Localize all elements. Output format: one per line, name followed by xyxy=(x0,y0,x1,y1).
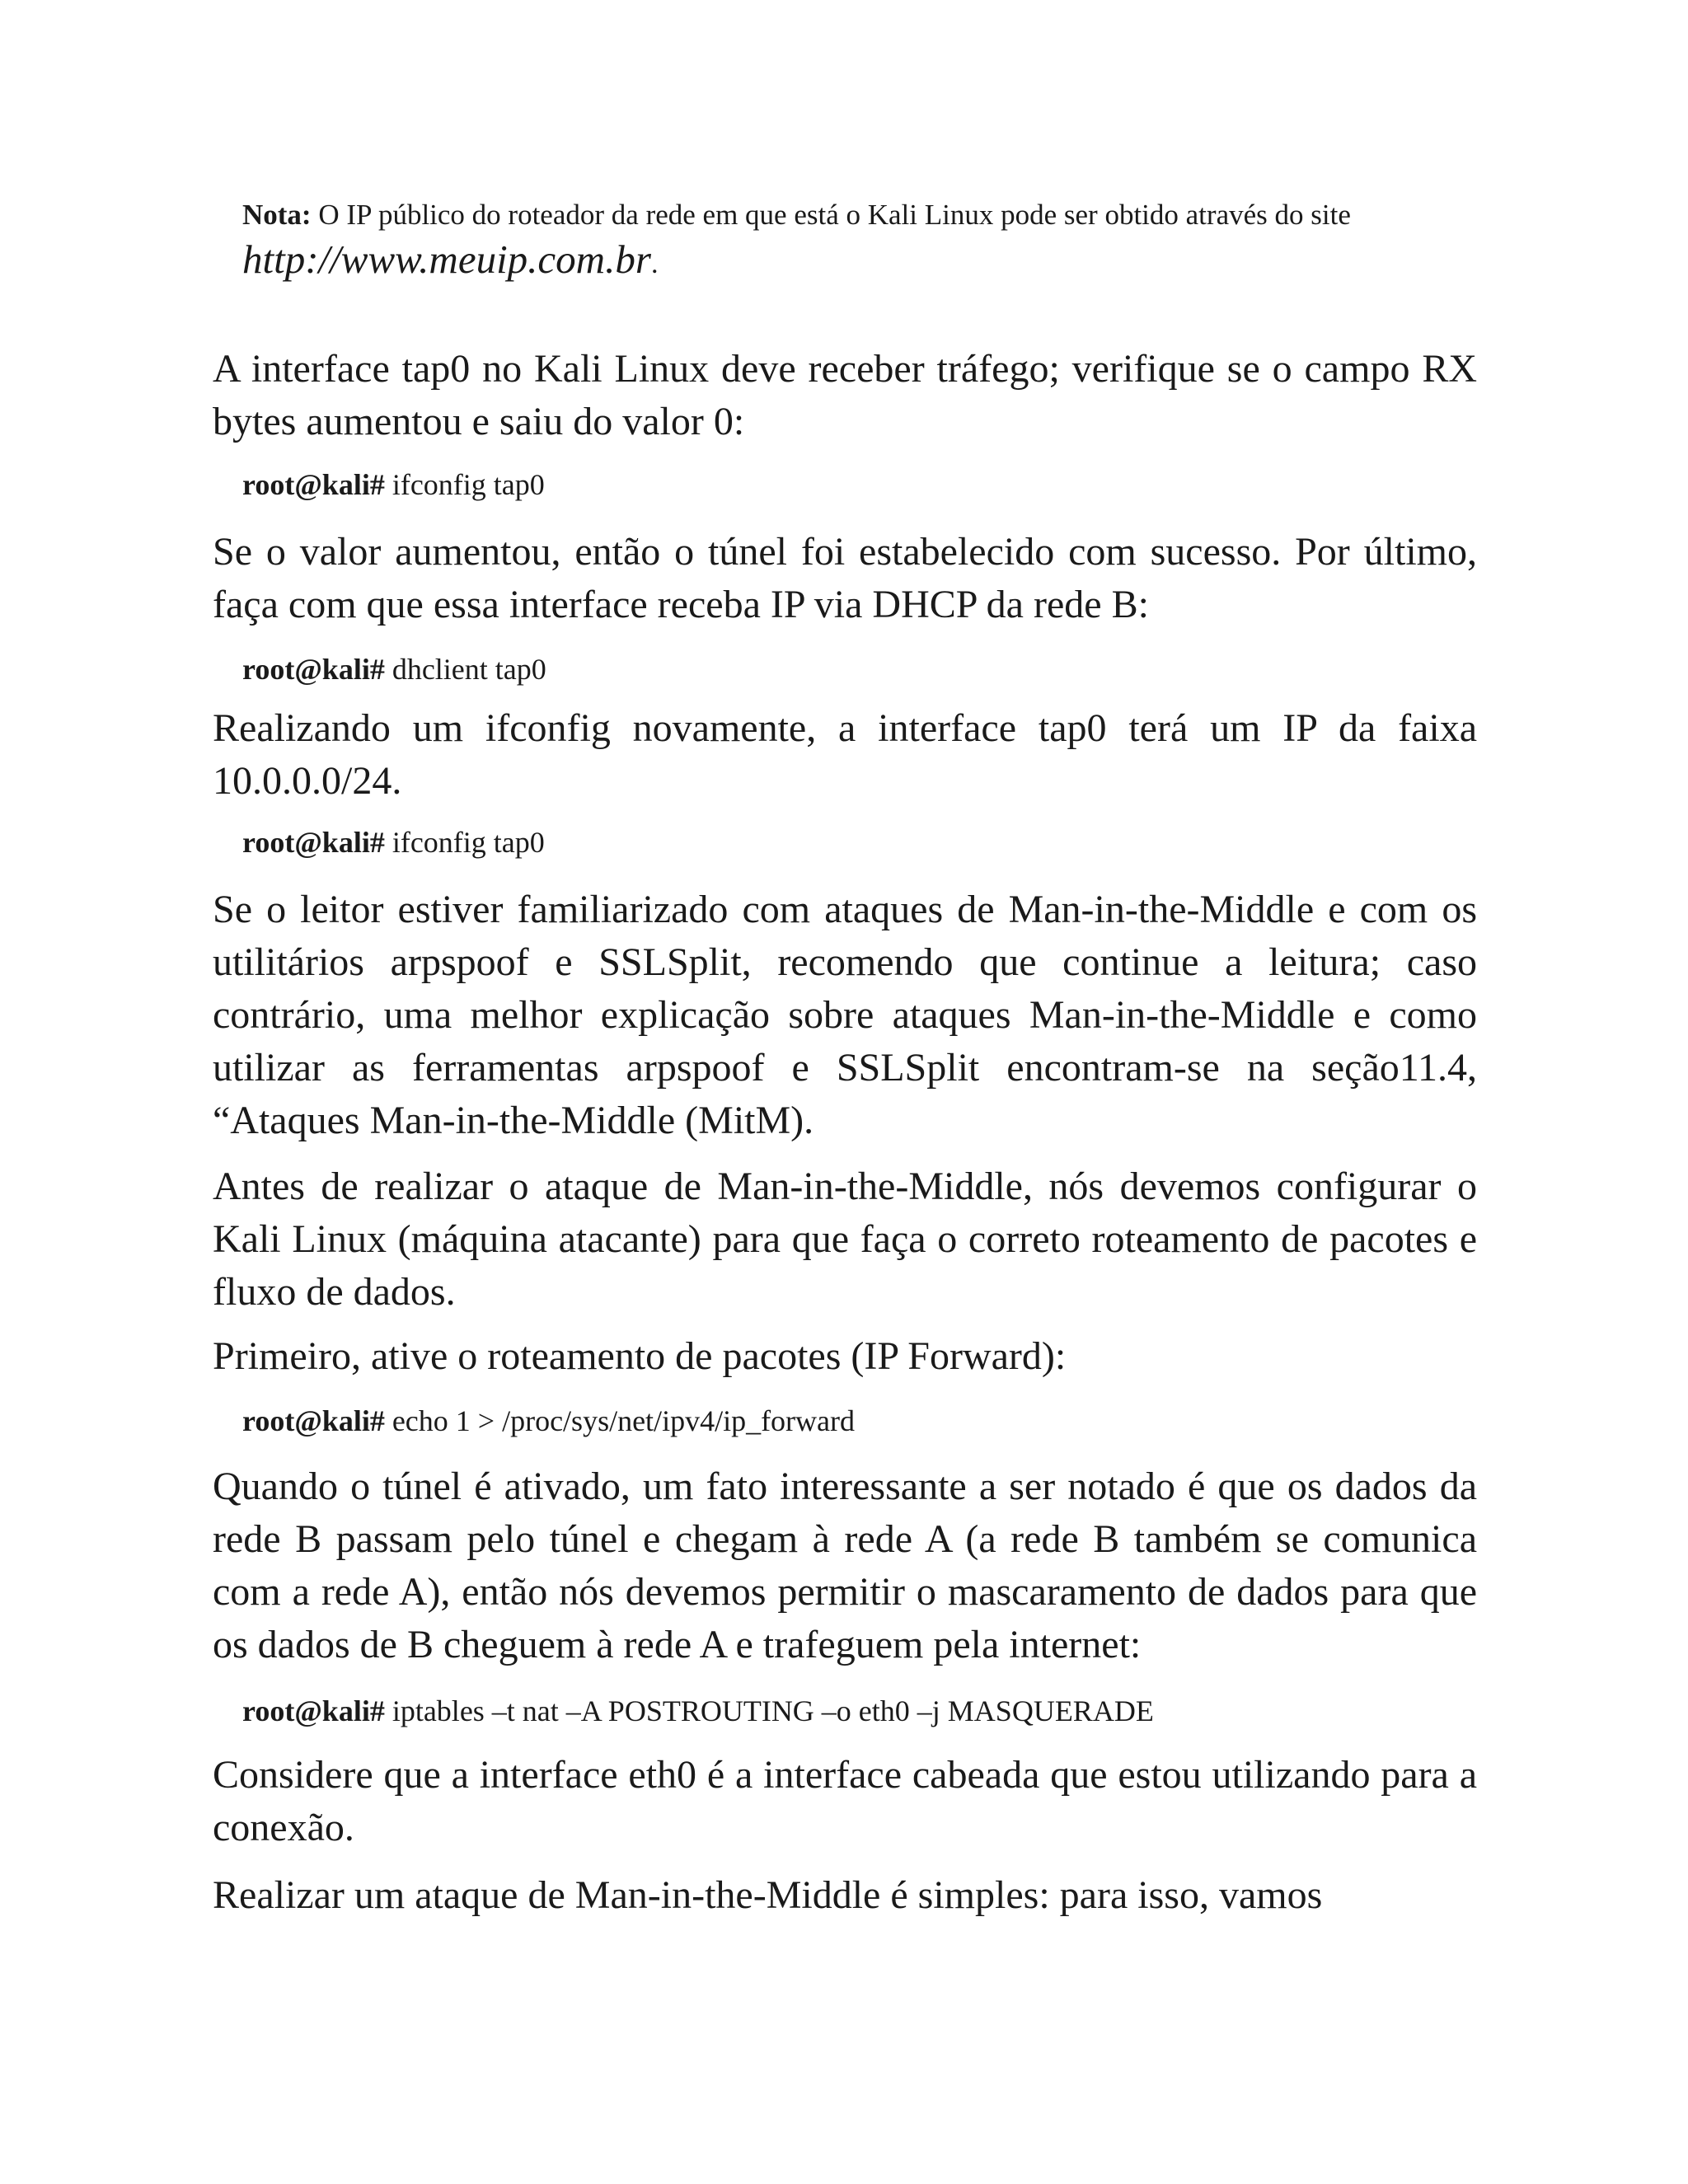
command-line xyxy=(242,1693,1154,1729)
command-text: iptables –t nat –A POSTROUTING –o eth0 –j MASQUERADE xyxy=(384,1694,1154,1727)
paragraph: A interface tap0 no Kali Linux deve receber tráfego; verifique se o campo RX bytes aumentou e saiu do valor 0: xyxy=(213,347,1477,443)
paragraph: Realizar um ataque de Man-in-the-Middle é simples: para isso, vamos xyxy=(213,1873,1323,1917)
command-text: ifconfig tap0 xyxy=(384,826,545,859)
shell-prompt: root@kali# xyxy=(242,653,385,686)
paragraph: Se o valor aumentou, então o túnel foi estabelecido com sucesso. Por último, faça com que essa interface receba IP via DHCP da rede B: xyxy=(213,530,1477,626)
command-line xyxy=(242,651,546,687)
note-url: http://www.meuip.com.br xyxy=(242,237,651,282)
note-block xyxy=(242,198,1479,284)
shell-prompt: root@kali# xyxy=(242,468,385,501)
command-line xyxy=(242,466,545,503)
paragraph: Realizando um ifconfig novamente, a interface tap0 terá um IP da faixa 10.0.0.0/24. xyxy=(213,706,1477,803)
shell-prompt: root@kali# xyxy=(242,826,385,859)
note-label: Nota: xyxy=(242,199,312,231)
command-line xyxy=(242,1403,855,1439)
note-url-suffix: . xyxy=(650,247,659,279)
paragraph: Primeiro, ative o roteamento de pacotes (IP Forward): xyxy=(213,1334,1067,1378)
paragraph: Quando o túnel é ativado, um fato interessante a ser notado é que os dados da rede B passam pelo túnel e chegam à rede A (a rede B também se comunica com a rede A), então nós devemos permitir o mascaramento de dados para que os dados de B cheguem à rede A e trafeguem pela internet: xyxy=(213,1465,1477,1666)
paragraph: Se o leitor estiver familiarizado com ataques de Man-in-the-Middle e com os utilitários arpspoof e SSLSplit, recomendo que continue a leitura; caso contrário, uma melhor explicação sobre ataques Man-in-the-Middle e como utilizar as ferramentas arpspoof e SSLSplit encontram-se na seção11.4, “Ataques Man-in-the-Middle (MitM). xyxy=(213,888,1477,1142)
paragraph: Antes de realizar o ataque de Man-in-the-Middle, nós devemos configurar o Kali Linux (máquina atacante) para que faça o correto roteamento de pacotes e fluxo de dados. xyxy=(213,1165,1477,1314)
shell-prompt: root@kali# xyxy=(242,1404,385,1437)
command-line xyxy=(242,824,545,860)
note-text: O IP público do roteador da rede em que está o Kali Linux pode ser obtido através do site xyxy=(311,199,1351,231)
shell-prompt: root@kali# xyxy=(242,1694,385,1727)
command-text: echo 1 > /proc/sys/net/ipv4/ip_forward xyxy=(384,1404,856,1437)
command-text: dhclient tap0 xyxy=(384,653,546,686)
paragraph: Considere que a interface eth0 é a interface cabeada que estou utilizando para a conexão. xyxy=(213,1753,1477,1849)
command-text: ifconfig tap0 xyxy=(384,468,545,501)
